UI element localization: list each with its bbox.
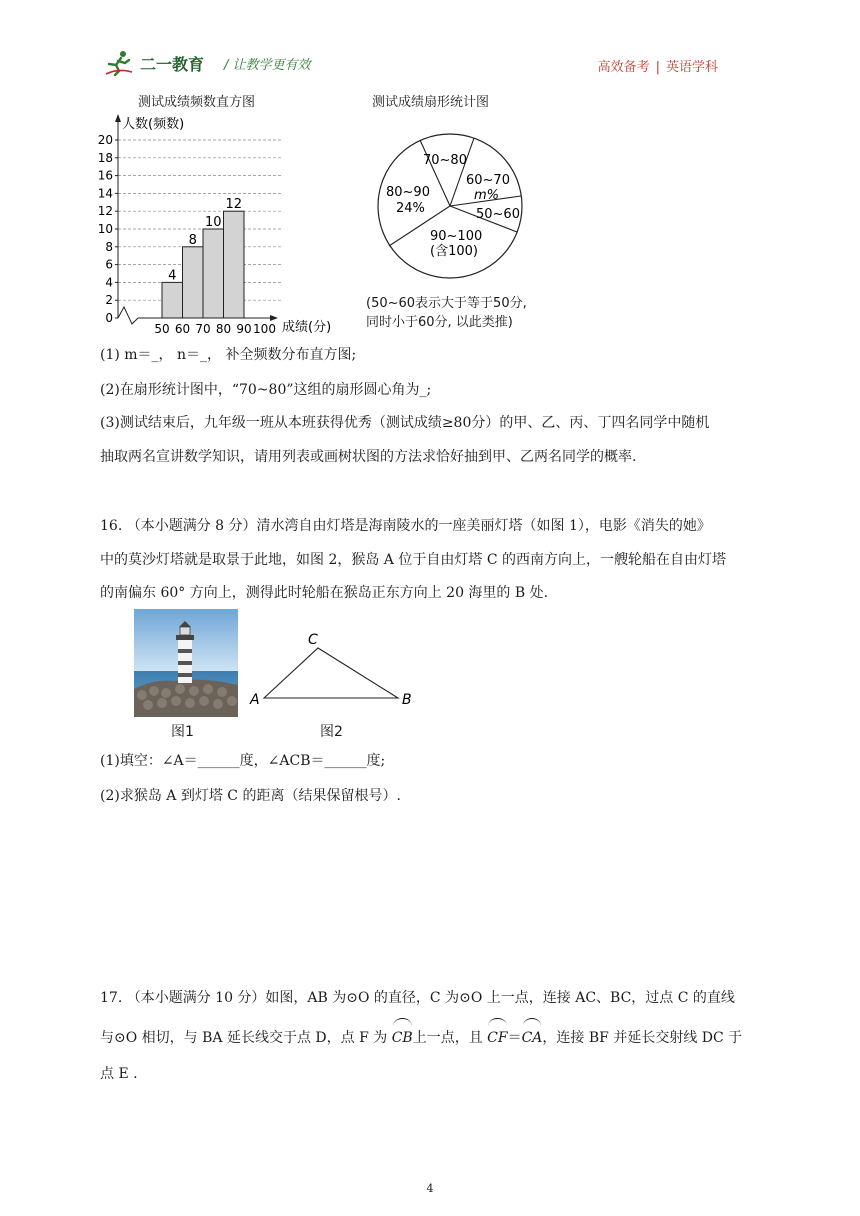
pie-chart (372, 128, 532, 288)
bar-data-label: 10 (204, 215, 222, 230)
histogram-title: 测试成绩频数直方图 (138, 95, 256, 110)
q16-line1: 16. （本小题满分 8 分）清水湾自由灯塔是海南陵水的一座美丽灯塔（如图 1），电影《消失的她》 (100, 518, 711, 534)
q17-line2-part-b: 上一点，且 (412, 1030, 483, 1046)
histogram-bar (203, 229, 224, 318)
pie-note-line-2: 同时小于60分, 以此类推) (366, 315, 513, 330)
y-tick-label: 2 (105, 293, 113, 308)
figure1-label: 图1 (171, 724, 194, 740)
runner-logo-icon (104, 50, 134, 76)
y-tick-label: 10 (97, 222, 113, 236)
q17-line2-part-c: ，连接 BF 并延长交射线 DC 于 (542, 1030, 743, 1046)
x-tick-label: 60 (174, 322, 191, 336)
point-c-label: C (308, 632, 318, 648)
lighthouse-photo (134, 609, 238, 717)
q17-line2-part-a: 与⊙O 相切，与 BA 延长线交于点 D，点 F 为 (100, 1030, 388, 1046)
header-separator: | (655, 60, 660, 75)
header-subject (598, 56, 718, 75)
bar-data-label: 12 (225, 197, 243, 213)
pie-label-60-70: 60~70 (466, 173, 510, 188)
q15-part3-line2: 抽取两名宣讲数学知识，请用列表或画树状图的方法求恰好抽到甲、乙两名同学的概率. (100, 449, 637, 465)
y-tick-label: 16 (97, 168, 113, 183)
y-tick-label: 4 (105, 275, 113, 290)
y-tick-label: 18 (97, 150, 113, 165)
pie-note (366, 294, 527, 332)
arc-ca: CA (522, 1021, 543, 1053)
q15-part3-line1: (3)测试结束后，九年级一班从本班获得优秀（测试成绩≥80分）的甲、乙、丙、丁四名同学中随机 (100, 415, 710, 431)
q15-part2: (2)在扇形统计图中，“70~80”这组的扇形圆心角为_; (100, 382, 432, 398)
pie-label-90-100: 90~100 (430, 229, 483, 244)
point-b-label: B (402, 692, 412, 708)
q16-part1: (1)填空：∠A＝______度，∠ACB＝______度; (100, 753, 386, 769)
histogram-x-label: 成绩(分) (282, 320, 332, 335)
header-right-left: 高效备考 (597, 60, 650, 75)
x-axis-arrow-icon (270, 315, 278, 321)
pie-label-80-90: 80~90 (386, 185, 430, 200)
header-logo (104, 50, 311, 76)
pie-label-m-percent: m% (474, 188, 500, 203)
bar-data-label: 8 (188, 232, 197, 248)
header-right-right: 英语学科 (665, 60, 718, 75)
histogram-bar (162, 282, 183, 318)
y-tick-label: 8 (105, 239, 113, 254)
triangle-figure (248, 628, 418, 710)
arc-cb: CB (392, 1021, 413, 1053)
pie-note-line-1: (50~60表示大于等于50分, (366, 296, 527, 311)
q17-line3: 点 E . (100, 1066, 138, 1082)
histogram-bar (224, 211, 245, 318)
histogram-bar (183, 247, 204, 318)
q16-line2: 中的莫沙灯塔就是取景于此地，如图 2，猴岛 A 位于自由灯塔 C 的西南方向上，一艘轮船在自由灯塔 (100, 552, 726, 568)
y-tick-label: 0 (105, 311, 113, 325)
x-tick-label: 50 (154, 322, 170, 336)
bar-data-label: 4 (168, 268, 177, 284)
pie-label-50-60: 50~60 (476, 207, 520, 222)
q17-line1: 17. （本小题满分 10 分）如图，AB 为⊙O 的直径，C 为⊙O 上一点，连接 AC、BC，过点 C 的直线 (100, 990, 735, 1006)
q15-part1: (1) m＝_， n＝_， 补全频数分布直方图; (100, 347, 357, 363)
triangle-abc (264, 648, 398, 698)
q17-equals: ＝ (507, 1030, 522, 1046)
point-a-label: A (250, 692, 260, 708)
brand-name: 二一教育 (140, 54, 205, 74)
x-tick-label: 90 (236, 322, 252, 336)
brand-slogan: / 让教学更有效 (224, 57, 311, 73)
pie-label-24-percent: 24% (396, 201, 425, 216)
histogram-y-label: 人数(频数) (122, 117, 185, 132)
histogram-x-ticks (154, 322, 276, 336)
y-axis-arrow-icon (115, 114, 121, 122)
page-number: 4 (426, 1182, 434, 1195)
q16-part2: (2)求猴岛 A 到灯塔 C 的距离（结果保留根号）. (100, 788, 401, 804)
y-tick-label: 6 (105, 257, 113, 272)
y-tick-label: 20 (97, 133, 113, 147)
q17-line2 (100, 1021, 760, 1053)
histogram-y-ticks (98, 133, 118, 325)
histogram-chart (92, 108, 362, 336)
pie-label-90-100-note: (含100) (430, 244, 478, 259)
y-tick-label: 14 (97, 186, 113, 201)
q16-line3: 的南偏东 60° 方向上，测得此时轮船在猴岛正东方向上 20 海里的 B 处. (100, 585, 549, 601)
y-tick-label: 12 (97, 204, 113, 219)
pie-label-70-80: 70~80 (423, 153, 467, 168)
pie-title: 测试成绩扇形统计图 (372, 95, 490, 110)
x-tick-label: 70 (195, 322, 211, 336)
x-tick-label: 100 (253, 322, 276, 336)
x-tick-label: 80 (215, 322, 232, 336)
arc-cf: CF (487, 1021, 507, 1053)
figure2-label: 图2 (320, 724, 343, 740)
